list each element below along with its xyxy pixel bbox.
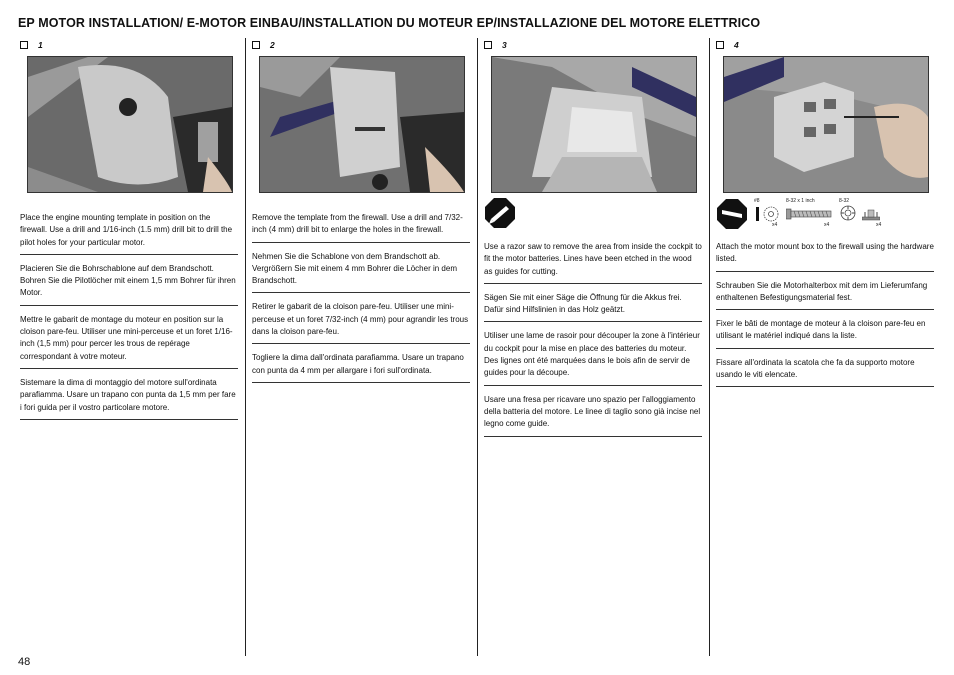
checkbox-icon[interactable] — [20, 41, 28, 49]
step-4-header — [716, 40, 739, 50]
paragraph-it: Usare una fresa per ricavare uno spazio per l'alloggiamento della batteria del motore. Le linee di taglio sono già incise nel legno come guide. — [484, 392, 702, 437]
screwdriver-icon — [716, 198, 748, 230]
step-3-photo — [491, 56, 697, 193]
checkbox-icon[interactable] — [252, 41, 260, 49]
hardware-label: 8-32 x 1 inch — [786, 198, 815, 204]
step-number: 1 — [38, 40, 43, 50]
step-1-photo — [27, 56, 233, 193]
step-1-text — [20, 210, 238, 426]
paragraph-fr: Utiliser une lame de rasoir pour découper la zone à l'intérieur du cockpit pour la mise en place des batteries du moteur. Des lignes ont été marquées dans le bois afin de servir de guides pour la découpe. — [484, 328, 702, 385]
hardware-qty: x4 — [824, 222, 830, 228]
column-divider — [709, 38, 710, 656]
paragraph-en: Remove the template from the firewall. Use a drill and 7/32-inch (4 mm) drill bit to enlarge the holes in the firewall. — [252, 210, 470, 243]
step-4-photo — [723, 56, 929, 193]
paragraph-it: Fissare all'ordinata la scatola che fa da supporto motore usando le viti elencate. — [716, 355, 934, 388]
step-4-text — [716, 239, 934, 393]
blind-nut-side-icon — [862, 208, 880, 220]
paragraph-fr: Retirer le gabarit de la cloison pare-feu. Utiliser une mini-perceuse et un foret 7/32-inch (4 mm) pour agrandir les trous dans la cloison pare-feu. — [252, 299, 470, 344]
hardware-qty: x4 — [876, 222, 882, 228]
paragraph-en: Place the engine mounting template in position on the firewall. Use a drill and 1/16-inch (1.5 mm) drill bit to drill the pilot holes for your particular motor. — [20, 210, 238, 255]
paragraph-de: Sägen Sie mit einer Säge die Öffnung für die Akkus frei. Dafür sind Hilfslinien in das Holz geätzt. — [484, 290, 702, 323]
column-divider — [245, 38, 246, 656]
hardware-qty: x4 — [772, 222, 778, 228]
checkbox-icon[interactable] — [484, 41, 492, 49]
paragraph-it: Togliere la dima dall'ordinata parafiamma. Usare un trapano con punta da 4 mm per allargare i fori sull'ordinata. — [252, 350, 470, 383]
paragraph-fr: Fixer le bâti de montage de moteur à la cloison pare-feu en utilisant le matériel indiqué dans la liste. — [716, 316, 934, 349]
hardware-label: #8 — [754, 198, 760, 204]
screw-icon — [786, 207, 832, 219]
washer-icon — [763, 206, 779, 222]
washer-symbol-icon — [756, 207, 759, 221]
step-number: 2 — [270, 40, 275, 50]
step-2-header — [252, 40, 275, 50]
column-divider — [477, 38, 478, 656]
paragraph-en: Use a razor saw to remove the area from inside the cockpit to fit the motor batteries. Lines have been etched in the wood as guides for cutting. — [484, 239, 702, 284]
step-1-header — [20, 40, 43, 50]
page-title: EP MOTOR INSTALLATION/ E-MOTOR EINBAU/INSTALLATION DU MOTEUR EP/INSTALLAZIONE DEL MOTORE ELETTRICO — [18, 16, 761, 30]
paragraph-en: Attach the motor mount box to the firewall using the hardware listed. — [716, 239, 934, 272]
step-3-header — [484, 40, 507, 50]
step-3-text — [484, 239, 702, 443]
paragraph-de: Placieren Sie die Bohrschablone auf dem Brandschott. Bohren Sie die Pilotlöcher mit einem 1,5 mm Bohrer für ihren Motor. — [20, 261, 238, 306]
hardware-label: 8-32 — [839, 198, 850, 204]
paragraph-de: Nehmen Sie die Schablone von dem Brandschott ab. Vergrößern Sie mit einem 4 mm Bohrer die Löcher in dem Brandschott. — [252, 249, 470, 294]
razor-saw-icon — [484, 197, 516, 229]
step-2-photo — [259, 56, 465, 193]
checkbox-icon[interactable] — [716, 41, 724, 49]
step-number: 4 — [734, 40, 739, 50]
paragraph-fr: Mettre le gabarit de montage du moteur en position sur la cloison pare-feu. Utiliser une mini-perceuse et un foret 1/16-inch (1,5 mm) pour percer les trous de repérage correspondant à votre moteur. — [20, 312, 238, 369]
step-number: 3 — [502, 40, 507, 50]
step-2-text — [252, 210, 470, 389]
blind-nut-icon — [840, 205, 856, 221]
page-number: 48 — [18, 656, 31, 668]
paragraph-de: Schrauben Sie die Motorhalterbox mit dem im Lieferumfang enthaltenen Befestigungsmaterial fest. — [716, 278, 934, 311]
paragraph-it: Sistemare la dima di montaggio del motore sull'ordinata parafiamma. Usare un trapano con punta da 1,5 mm per fare i fori guida per il vostro particolare motore. — [20, 375, 238, 420]
